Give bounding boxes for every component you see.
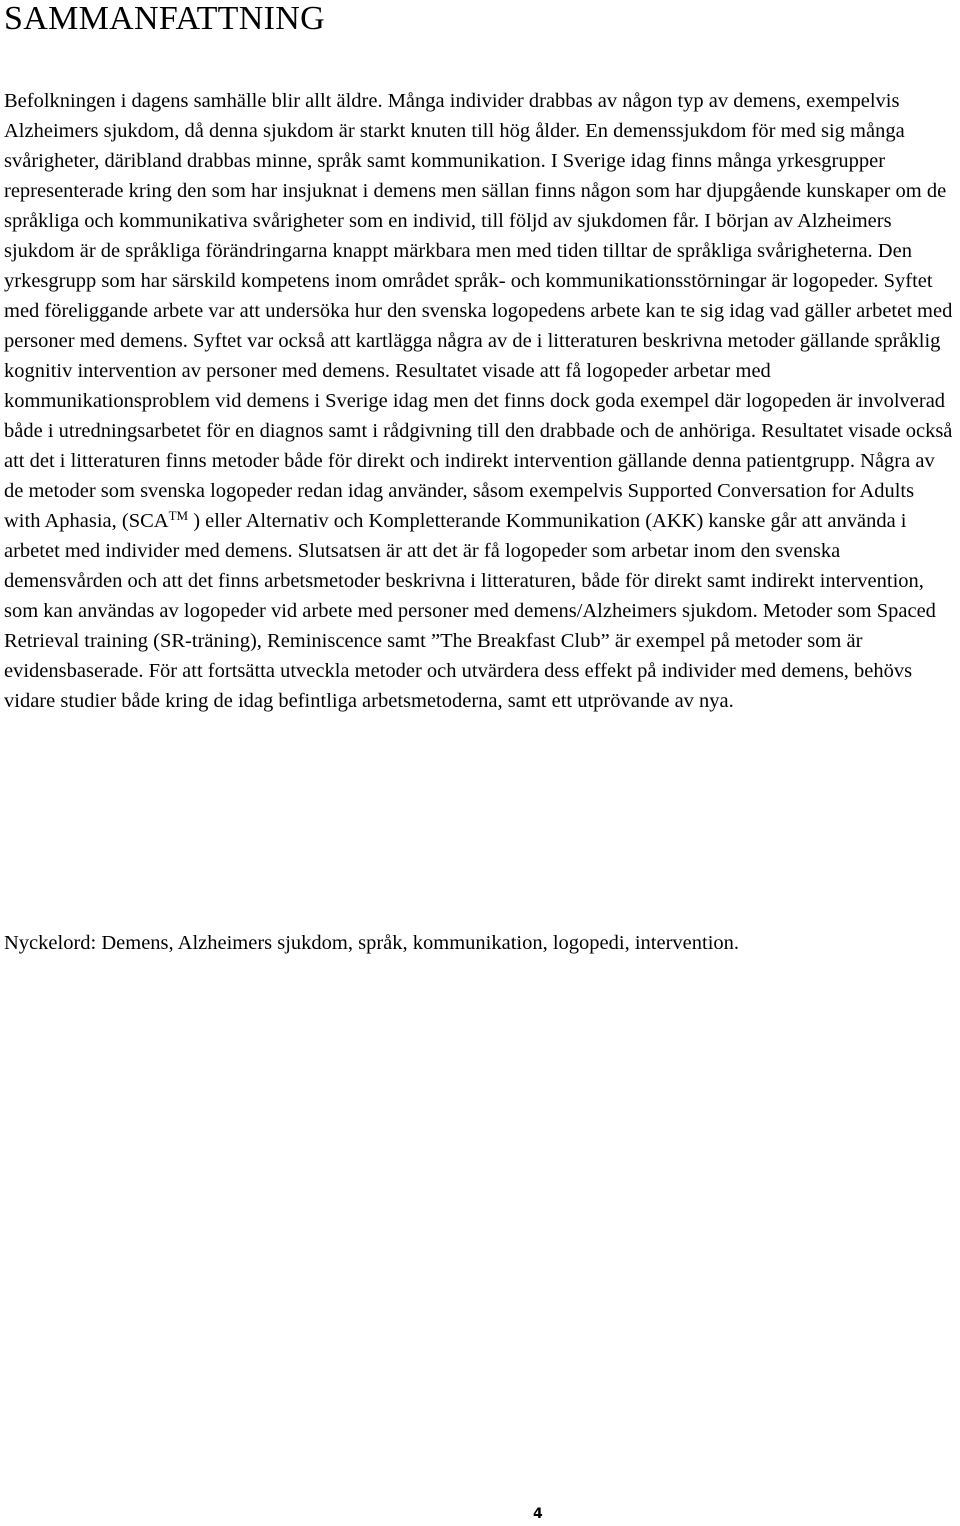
page-number: 4 [533,1506,543,1522]
summary-text-part-2: ) eller Alternativ och Kompletterande Kommunikation (AKK) kanske går att använda i arbetet med individer med demens. Slutsatsen är att det är få logopeder som arbetar inom den svenska demensvården och att det finns arbetsmetoder beskrivna i litteraturen, både för direkt samt indirekt intervention, som kan användas av logopeder vid arbete med personer med demens/Alzheimers sjukdom. Metoder som Spaced Retrieval training (SR-träning), Reminiscence samt ”The Breakfast Club” är exempel på metoder som är evidensbaserade. För att fortsätta utveckla metoder och utvärdera dess effekt på individer med demens, behövs vidare studier både kring de idag befintliga arbetsmetoderna, samt ett utprövande av nya. [4,510,936,712]
page-title: SAMMANFATTNING [4,0,325,37]
trademark-superscript: TM [168,508,189,523]
summary-paragraph [4,86,954,716]
keywords-line: Nyckelord: Demens, Alzheimers sjukdom, språk, kommunikation, logopedi, intervention. [4,932,740,954]
summary-text-part-1: Befolkningen i dagens samhälle blir allt äldre. Många individer drabbas av någon typ av demens, exempelvis Alzheimers sjukdom, då denna sjukdom är starkt knuten till hög ålder. En demenssjukdom för med sig många svårigheter, däribland drabbas minne, språk samt kommunikation. I Sverige idag finns många yrkesgrupper representerade kring den som har insjuknat i demens men sällan finns någon som har djupgående kunskaper om de språkliga och kommunikativa svårigheter som en individ, till följd av sjukdomen får. I början av Alzheimers sjukdom är de språkliga förändringarna knappt märkbara men med tiden tilltar de språkliga svårigheterna. Den yrkesgrupp som har särskild kompetens inom området språk- och kommunikationsstörningar är logopeder. Syftet med föreliggande arbete var att undersöka hur den svenska logopedens arbete kan te sig idag vad gäller arbetet med personer med demens. Syftet var också att kartlägga några av de i litteraturen beskrivna metoder gällande språklig kognitiv intervention av personer med demens. Resultatet visade att få logopeder arbetar med kommunikationsproblem vid demens i Sverige idag men det finns dock goda exempel där logopeden är involverad både i utredningsarbetet för en diagnos samt i rådgivning till den drabbade och de anhöriga. Resultatet visade också att det i litteraturen finns metoder både för direkt och indirekt intervention gällande denna patientgrupp. Några av de metoder som svenska logopeder redan idag använder, såsom exempelvis Supported Conversation for Adults with Aphasia, (SCA [4,90,953,532]
